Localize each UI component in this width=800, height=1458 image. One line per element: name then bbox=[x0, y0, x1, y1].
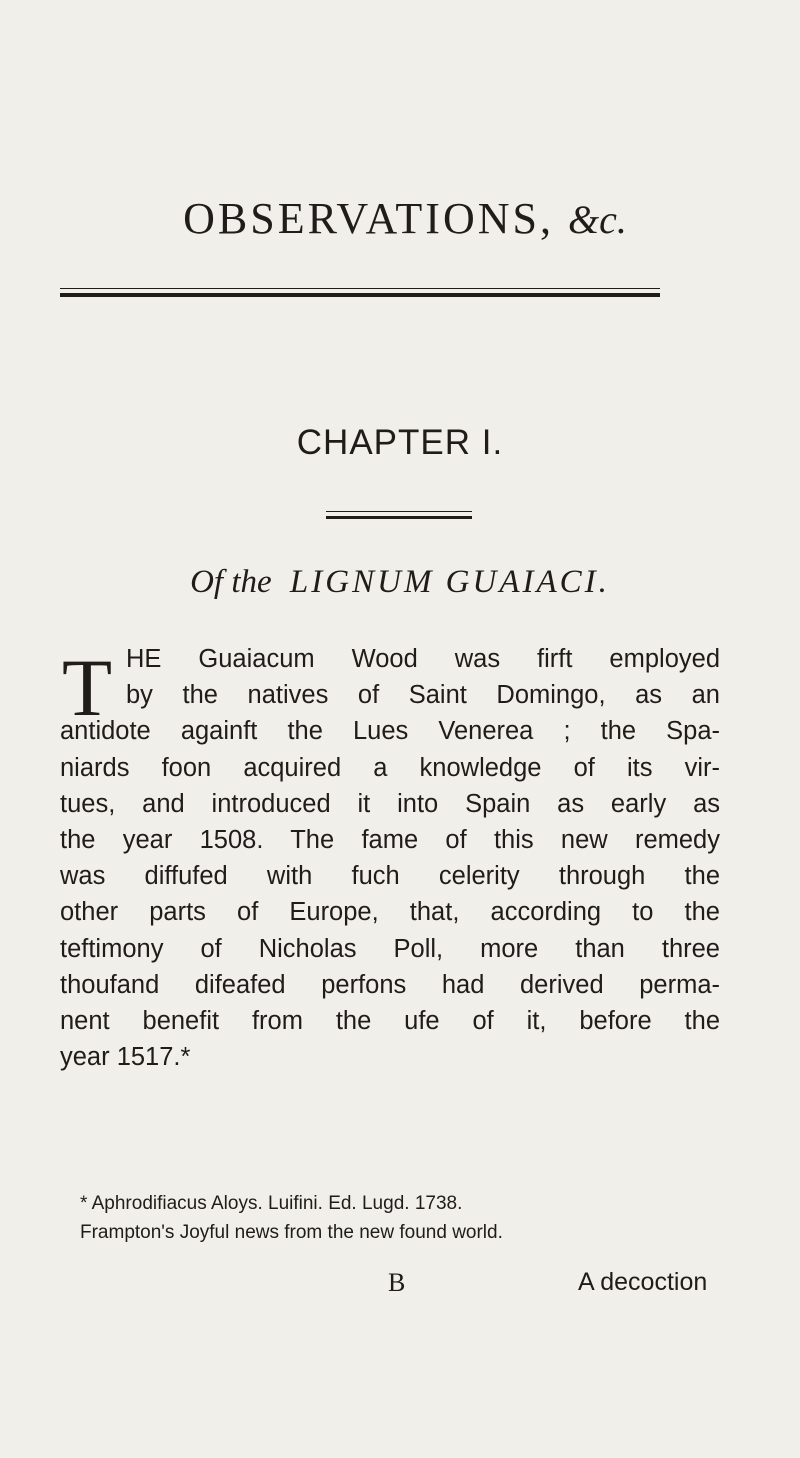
body-line: nent benefit from the ufe of it, before the bbox=[60, 1006, 720, 1035]
page-title bbox=[60, 193, 750, 244]
body-line: antidote againft the Lues Venerea ; the Spa- bbox=[60, 717, 720, 746]
footnote bbox=[80, 1189, 720, 1247]
title-rule-thin bbox=[60, 288, 660, 289]
body-line: other parts of Europe, that, according to the bbox=[60, 898, 720, 927]
footnote-line: * Aphrodifiacus Aloys. Luifini. Ed. Lugd. 1738. bbox=[80, 1193, 463, 1214]
drop-cap: T bbox=[62, 642, 113, 733]
catchword: A decoction bbox=[578, 1268, 708, 1296]
section-title-name: LIGNUM GUAIACI. bbox=[289, 564, 610, 600]
body-line: the year 1508. The fame of this new remedy bbox=[60, 825, 720, 854]
title-rule-thick bbox=[60, 293, 660, 297]
footnote-line: Frampton's Joyful news from the new found world. bbox=[80, 1222, 503, 1243]
title-text: OBSERVATIONS, bbox=[183, 194, 554, 243]
section-title-prefix: Of the bbox=[190, 564, 272, 600]
body-paragraph bbox=[60, 641, 720, 1075]
body-line: tues, and introduced it into Spain as early as bbox=[60, 789, 720, 818]
chapter-rule-thin bbox=[326, 511, 472, 512]
chapter-rule-thick bbox=[326, 516, 472, 519]
body-line: was diffufed with fuch celerity through the bbox=[60, 862, 720, 891]
title-etc: &c. bbox=[567, 197, 627, 242]
section-title bbox=[0, 564, 800, 601]
chapter-heading: CHAPTER I. bbox=[296, 423, 504, 462]
body-line: niards foon acquired a knowledge of its vir- bbox=[60, 753, 720, 782]
signature-mark: B bbox=[388, 1268, 406, 1297]
body-line: thoufand difeafed perfons had derived perma- bbox=[60, 970, 720, 999]
body-line: year 1517.* bbox=[60, 1043, 191, 1072]
body-line: teftimony of Nicholas Poll, more than three bbox=[60, 934, 720, 963]
body-line: HE Guaiacum Wood was firft employed bbox=[126, 645, 720, 673]
body-line: by the natives of Saint Domingo, as an bbox=[126, 681, 720, 710]
